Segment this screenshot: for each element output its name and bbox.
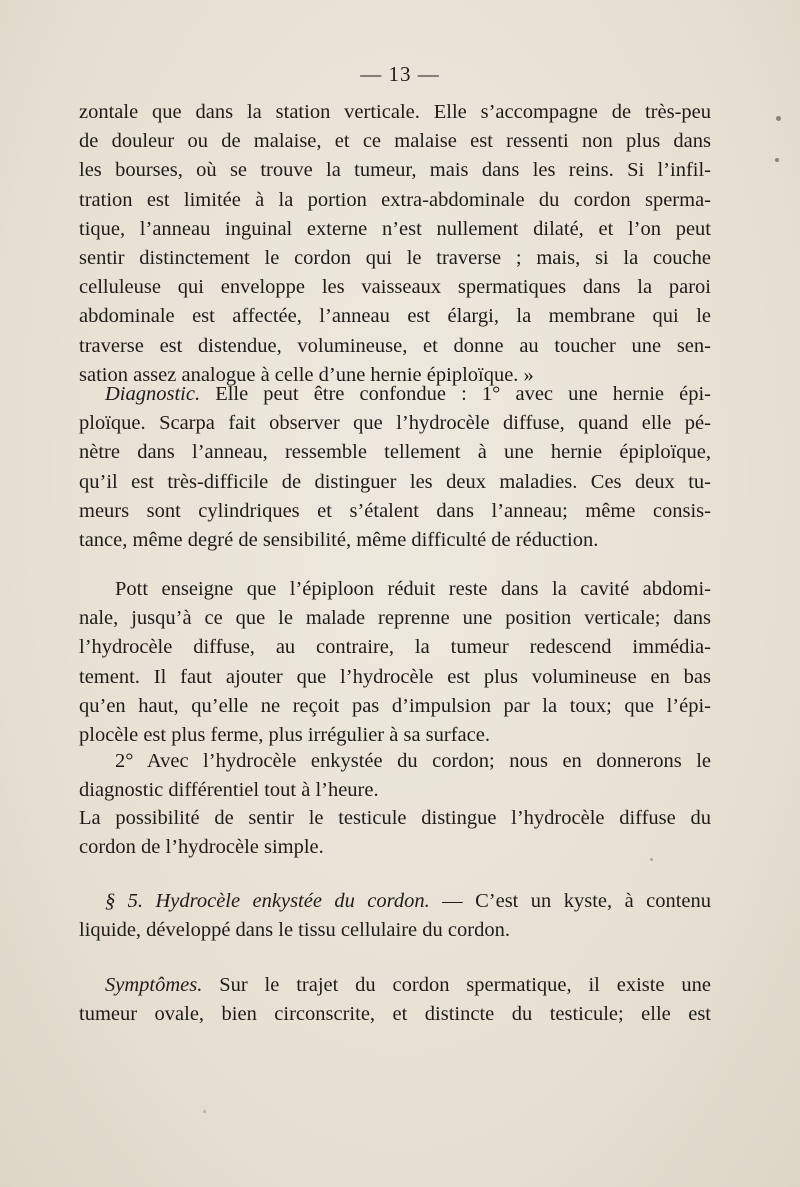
section-lead: Symptômes. (105, 974, 203, 996)
text-line: diagnostic différentiel tout à l’heure. (79, 779, 379, 802)
text-line: qu’il est très-difficile de distinguer les deux maladies. Ces deux tu- (79, 470, 711, 493)
section-heading: § 5. Hydrocèle enkystée du cordon. (105, 890, 430, 912)
paragraph-pott (79, 575, 711, 750)
text-run: Sur le trajet du cordon spermatique, il existe une (202, 974, 711, 996)
paragraph-second-diagnosis (79, 747, 711, 805)
text-line: de douleur ou de malaise, et ce malaise est ressenti non plus dans (79, 130, 711, 153)
text-line: tration est limitée à la portion extra-abdominale du cordon sperma- (79, 188, 711, 211)
paper-speck (650, 858, 653, 861)
text-line: La possibilité de sentir le testicule distingue l’hydrocèle diffuse du (79, 807, 711, 829)
text-run: Elle peut être confondue : 1° avec une hernie épi- (200, 383, 711, 405)
text-line: traverse est distendue, volumineuse, et donne au toucher une sen- (79, 334, 711, 357)
text-line: tique, l’anneau inguinal externe n’est nullement dilaté, et l’on peut (79, 217, 711, 240)
text-line: tance, même degré de sensibilité, même difficulté de réduction. (79, 528, 599, 551)
paragraph-continuation (79, 98, 711, 390)
text-line: nètre dans l’anneau, ressemble tellement à une hernie épiploïque, (79, 441, 711, 464)
text-line (79, 971, 711, 1000)
text-line: meurs sont cylindriques et s’étalent dans l’anneau; même consis- (79, 499, 711, 522)
paragraph-section-5 (79, 887, 711, 945)
text-line: qu’en haut, qu’elle ne reçoit pas d’impulsion par la toux; que l’épi- (79, 694, 711, 717)
section-lead: Diagnostic. (105, 383, 201, 405)
text-line: liquide, développé dans le tissu cellulaire du cordon. (79, 919, 510, 942)
text-line (79, 887, 711, 916)
text-line: sentir distinctement le cordon qui le traverse ; mais, si la couche (79, 246, 711, 269)
text-line: ploïque. Scarpa fait observer que l’hydrocèle diffuse, quand elle pé- (79, 412, 711, 435)
text-run: — C’est un kyste, à contenu (429, 890, 711, 912)
text-line: nale, jusqu’à ce que le malade reprenne une position verticale; dans (79, 607, 711, 630)
text-line: 2° Avec l’hydrocèle enkystée du cordon; nous en donnerons le (115, 750, 711, 772)
page-number: — 13 — (360, 62, 440, 86)
paragraph-symptoms (79, 971, 711, 1029)
paper-speck (776, 116, 781, 121)
text-line: celluleuse qui enveloppe les vaisseaux spermatiques dans la paroi (79, 276, 711, 299)
text-line: les bourses, où se trouve la tumeur, mais dans les reins. Si l’infil- (79, 159, 711, 182)
text-line: zontale que dans la station verticale. Elle s’accompagne de très-peu (79, 101, 711, 123)
text-line: tement. Il faut ajouter que l’hydrocèle est plus volumineuse en bas (79, 665, 711, 688)
paragraph-diagnostic (79, 380, 711, 555)
text-line: plocèle est plus ferme, plus irrégulier à sa surface. (79, 723, 490, 746)
paragraph-testicle (79, 804, 711, 862)
paper-speck (775, 158, 779, 162)
text-line: cordon de l’hydrocèle simple. (79, 836, 324, 859)
text-line: sation assez analogue à celle d’une hernie épiploïque. » (79, 363, 534, 386)
text-line: l’hydrocèle diffuse, au contraire, la tumeur redescend immédia- (79, 636, 711, 659)
paper-speck (203, 1110, 206, 1113)
text-line (79, 380, 711, 409)
text-line: abdominale est affectée, l’anneau est élargi, la membrane qui le (79, 305, 711, 328)
text-line: tumeur ovale, bien circonscrite, et distincte du testicule; elle est (79, 1003, 711, 1026)
text-line: Pott enseigne que l’épiploon réduit reste dans la cavité abdomi- (115, 578, 711, 600)
